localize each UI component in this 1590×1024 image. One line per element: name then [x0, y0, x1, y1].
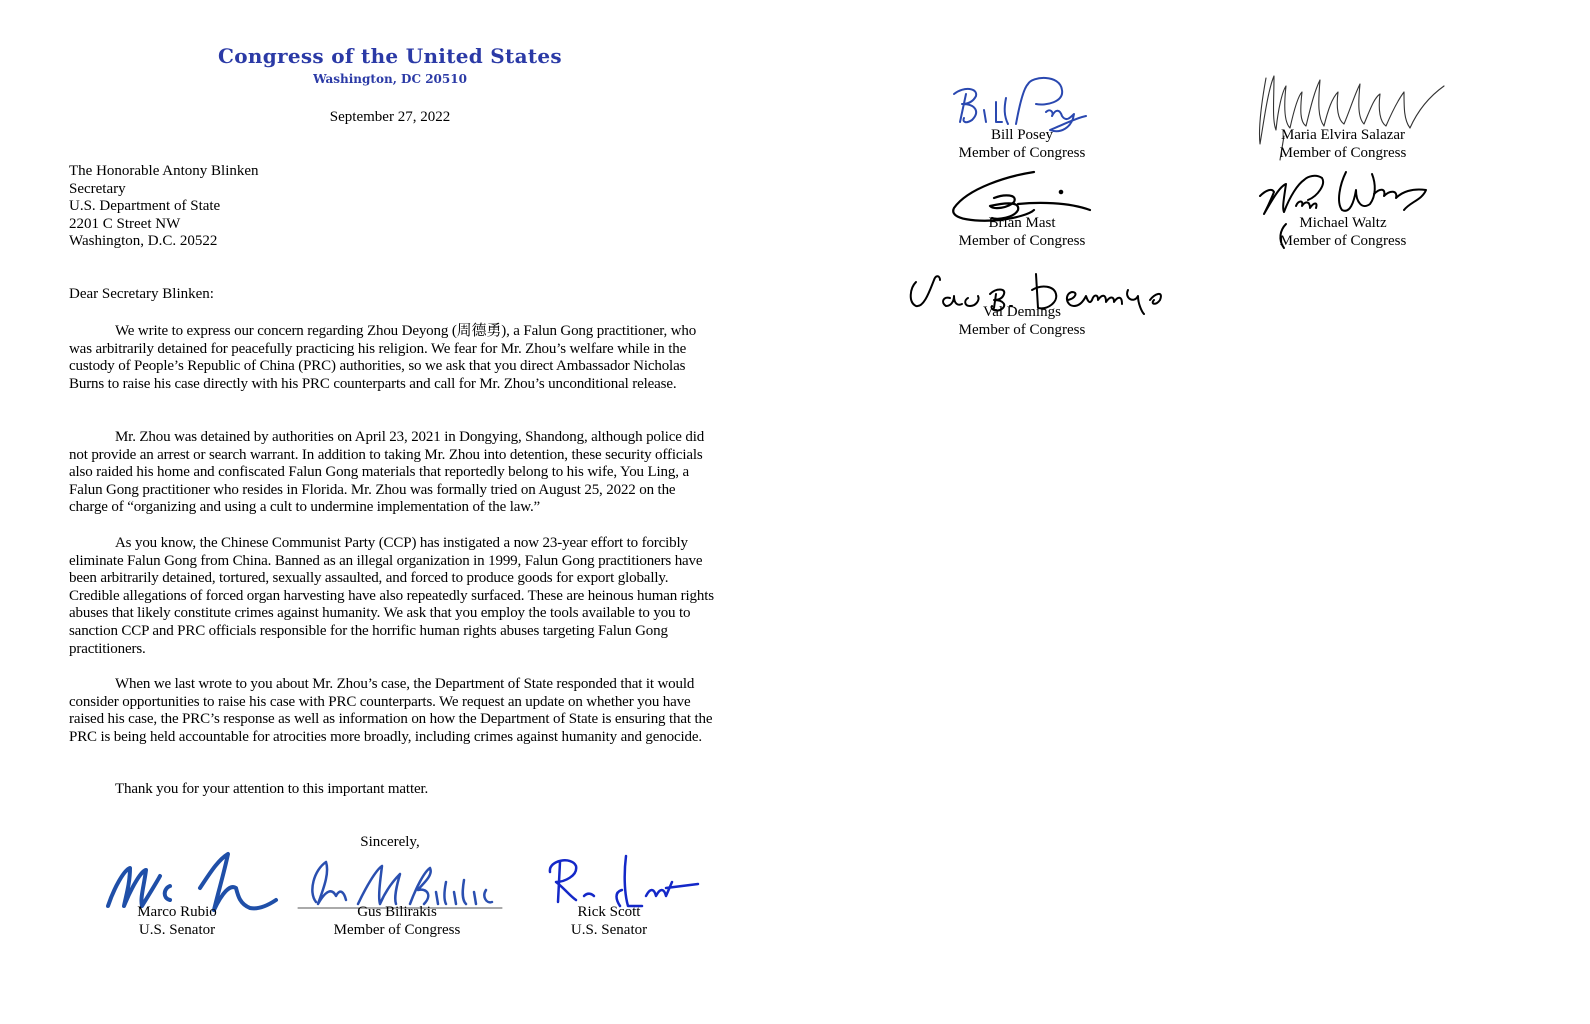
signatory-scott: [489, 904, 729, 939]
body-paragraph-1: We write to express our concern regarding Zhou Deyong (周德勇), a Falun Gong practitioner, who was arbitrarily detained for peacefully practicing his religion. We fear for Mr. Zhou’s welfare while in the custody of People’s Republic of China (PRC) authorities, so we ask that you direct Ambassador Nicholas Burns to raise his case directly with his PRC counterparts and call for Mr. Zhou’s unconditional release.: [69, 323, 697, 392]
signatory-waltz: [1223, 215, 1463, 250]
signatory-mast: [902, 215, 1142, 250]
signatory-name: Brian Mast: [988, 215, 1056, 231]
signatory-name: Gus Bilirakis: [357, 904, 437, 920]
recipient-line: Secretary: [69, 180, 126, 197]
signatory-title: U.S. Senator: [570, 921, 648, 938]
closing: Sincerely,: [360, 834, 420, 850]
recipient-address: [69, 163, 259, 251]
signatory-title: Member of Congress: [1279, 232, 1407, 249]
signatory-name: Marco Rubio: [137, 904, 217, 920]
letterhead-title: Congress of the United States: [218, 44, 562, 68]
signatory-name: Val Demings: [983, 304, 1061, 320]
signatory-posey: [902, 127, 1142, 162]
signatory-salazar: [1223, 127, 1463, 162]
signatory-title: Member of Congress: [958, 232, 1086, 249]
signatory-bilirakis: [277, 904, 517, 939]
signature-scott: [542, 852, 702, 912]
signatory-title: Member of Congress: [333, 921, 461, 938]
signatory-rubio: [57, 904, 297, 939]
letterhead-subtitle: Washington, DC 20510: [313, 72, 467, 86]
recipient-line: 2201 C Street NW: [69, 215, 181, 232]
signatory-title: Member of Congress: [958, 321, 1086, 338]
signatory-demings: [902, 304, 1142, 339]
recipient-line: Washington, D.C. 20522: [69, 233, 218, 250]
signature-bilirakis: [296, 852, 506, 912]
recipient-line: U.S. Department of State: [69, 198, 221, 215]
signatory-title: Member of Congress: [958, 144, 1086, 161]
letter-date: September 27, 2022: [329, 109, 451, 125]
signatory-name: Bill Posey: [990, 127, 1054, 143]
salutation: Dear Secretary Blinken:: [69, 286, 214, 302]
signatory-name: Michael Waltz: [1299, 215, 1387, 231]
body-paragraph-2: Mr. Zhou was detained by authorities on April 23, 2021 in Dongying, Shandong, although police did not provide an arrest or search warrant. In addition to taking Mr. Zhou into detention, these security officials also raided his home and confiscated Falun Gong materials that reportedly belong to his wife, You Ling, a Falun Gong practitioner who resides in Florida. Mr. Zhou was formally tried on August 25, 2022 on the charge of “organizing and using a cult to undermine implementation of the law.”: [69, 429, 705, 516]
signatory-name: Maria Elvira Salazar: [1280, 127, 1406, 143]
signatory-title: U.S. Senator: [138, 921, 216, 938]
signatory-name: Rick Scott: [577, 904, 641, 920]
body-paragraph-5: Thank you for your attention to this important matter.: [115, 781, 429, 797]
body-paragraph-4: When we last wrote to you about Mr. Zhou’s case, the Department of State responded that it would consider opportunities to raise his case with PRC counterparts. We request an update on whether you have raised his case, the PRC’s response as well as information on how the Department of State is ensuring that the PRC is being held accountable for atrocities more broadly, including crimes against humanity and genocide.: [69, 676, 713, 745]
signatory-title: Member of Congress: [1279, 144, 1407, 161]
recipient-line: The Honorable Antony Blinken: [69, 163, 259, 179]
body-paragraph-3: As you know, the Chinese Communist Party (CCP) has instigated a now 23-year effort to forcibly eliminate Falun Gong from China. Banned as an illegal organization in 1999, Falun Gong practitioners have been arbitrarily detained, tortured, sexually assaulted, and forced to produce goods for export globally. Credible allegations of forced organ harvesting have also repeatedly surfaced. These are heinous human rights abuses that likely constitute crimes against humanity. We ask that you employ the tools available to you to sanction CCP and PRC officials responsible for the horrific human rights abuses targeting Falun Gong practitioners.: [69, 535, 714, 657]
